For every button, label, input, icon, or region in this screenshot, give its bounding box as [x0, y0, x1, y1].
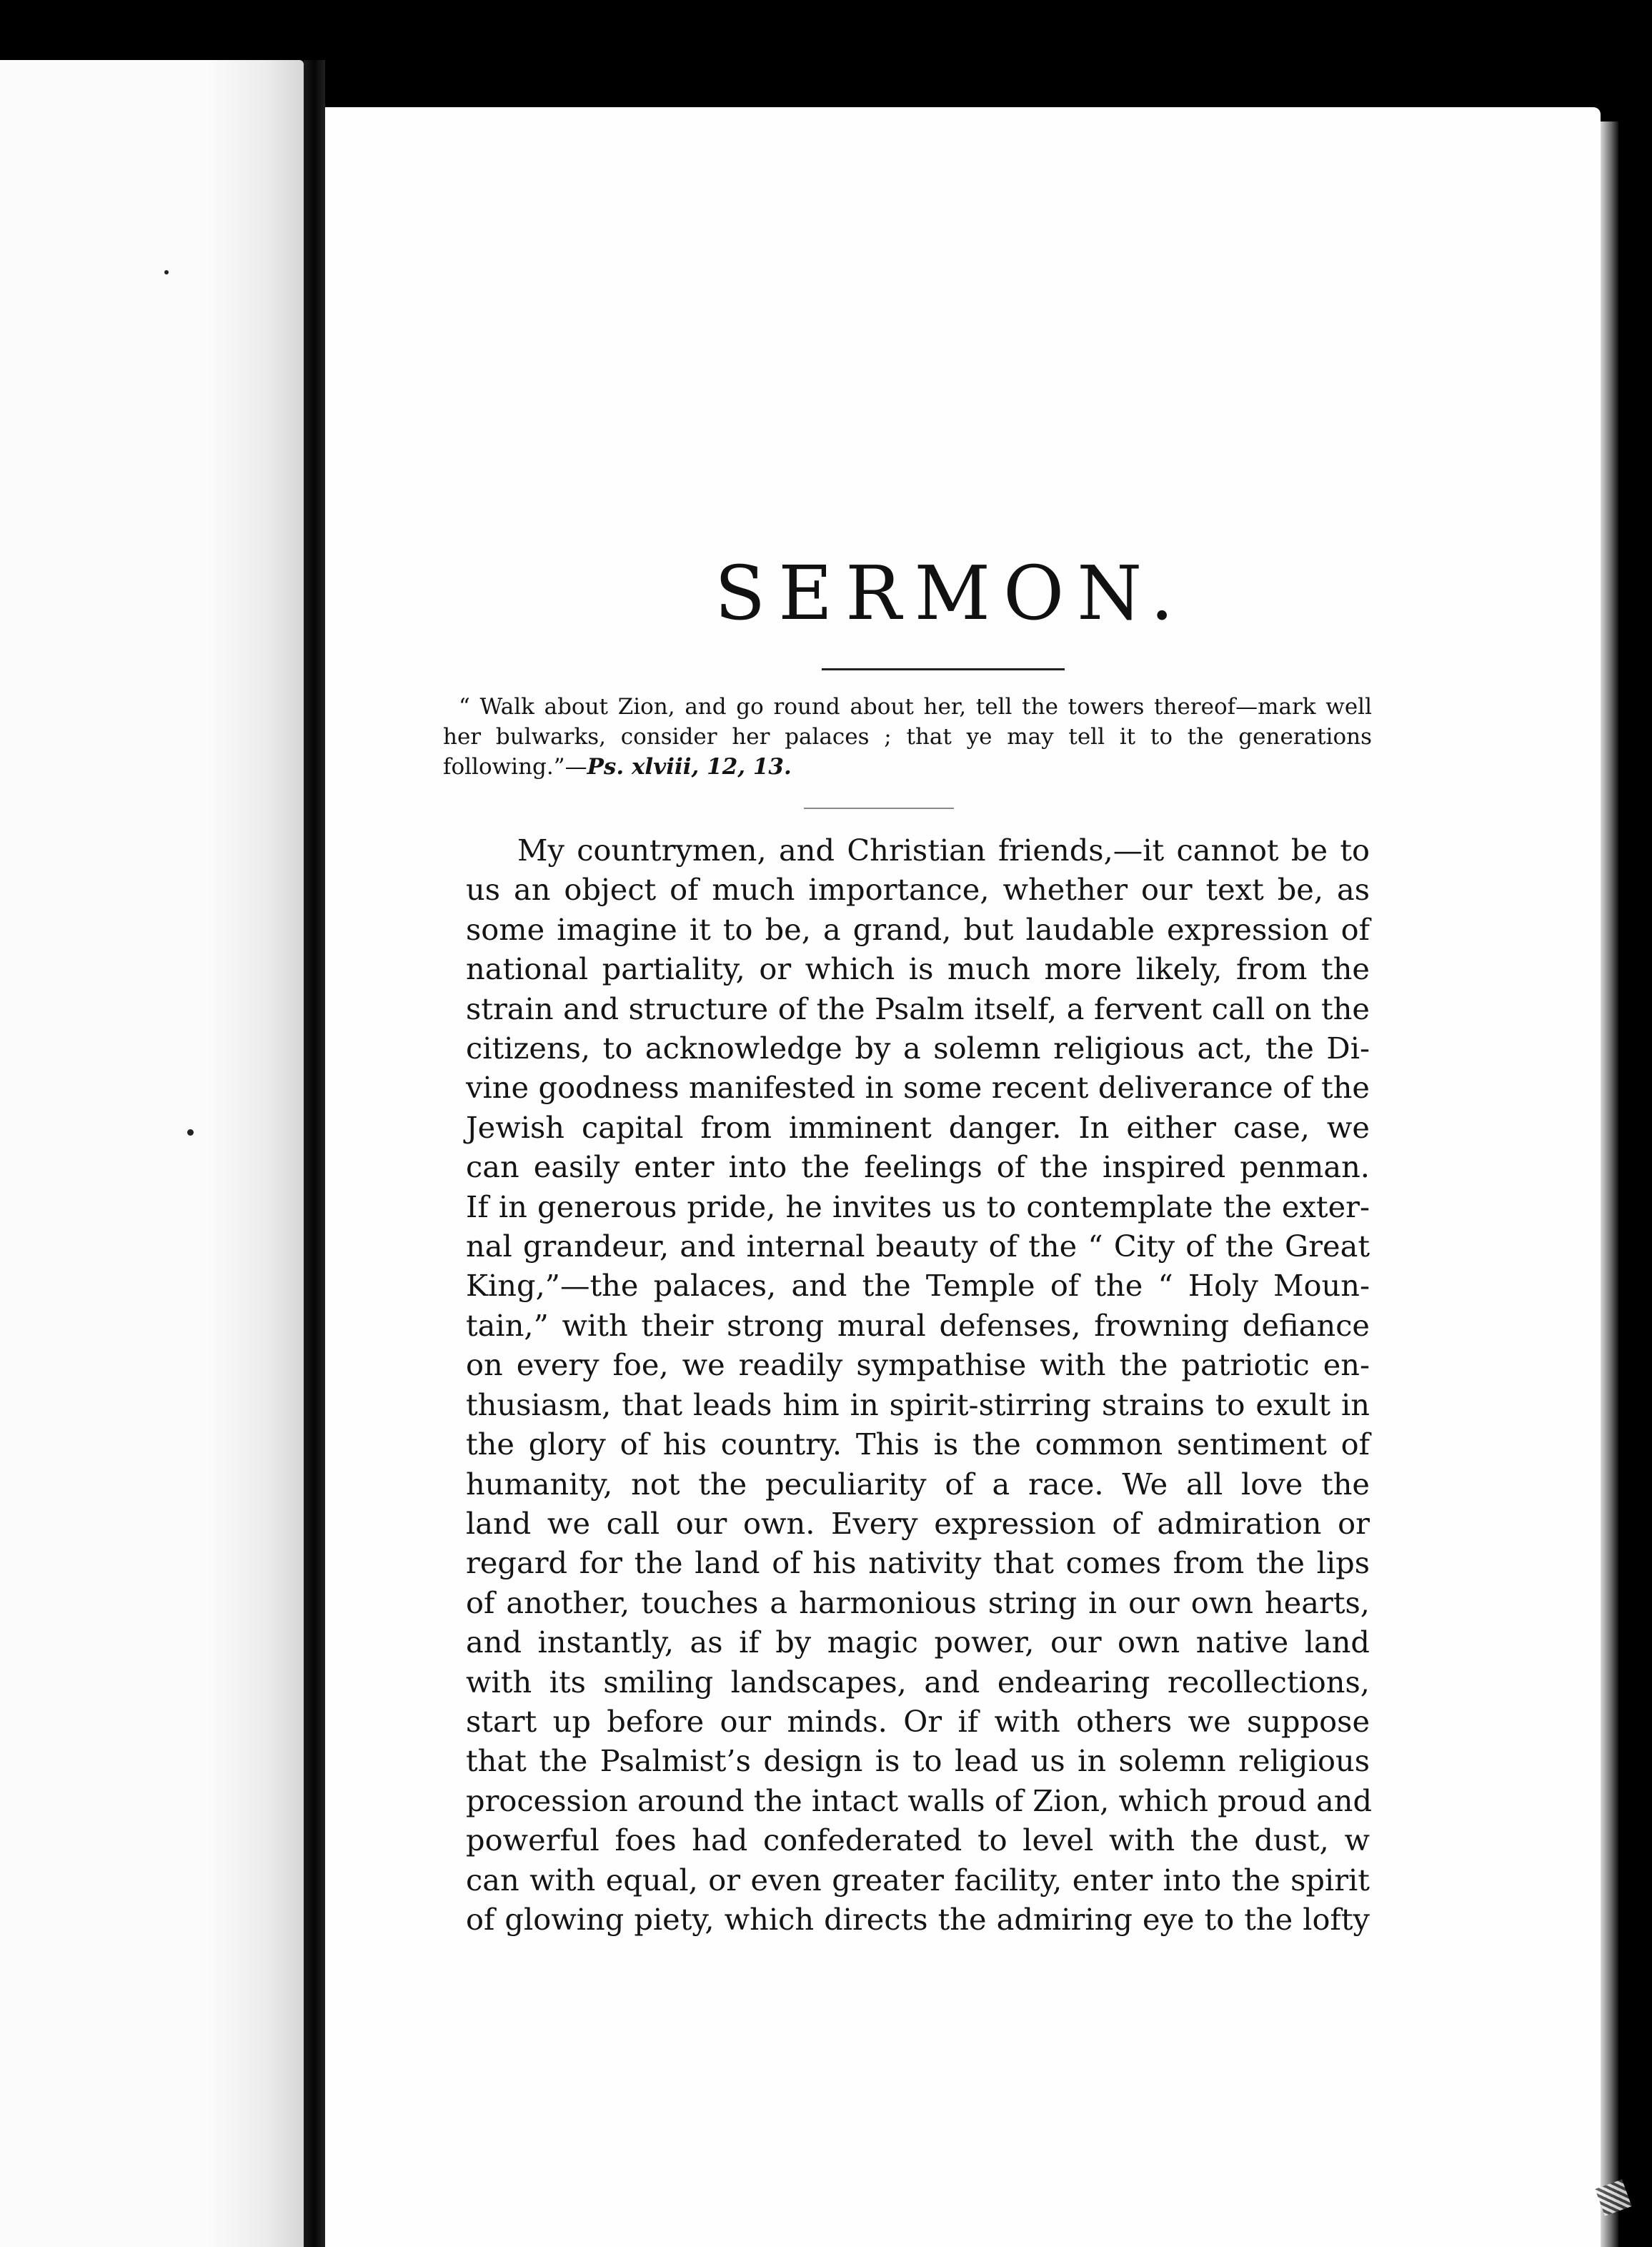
- body-line: King,”—the palaces, and the Temple of the “ Holy Moun-: [466, 1268, 1370, 1304]
- body-line: on every foe, we readily sympathise with the patriotic en-: [466, 1347, 1370, 1383]
- body-line: My countrymen, and Christian friends,—it cannot be to: [517, 833, 1370, 868]
- body-line: nal grandeur, and internal beauty of the “ City of the Great: [466, 1229, 1370, 1264]
- body-line: national partiality, or which is much more likely, from the: [466, 951, 1370, 987]
- body-line: can with equal, or even greater facility, enter into the spirit: [466, 1862, 1370, 1898]
- epigraph-rule: [804, 808, 954, 809]
- epigraph: [443, 692, 1372, 782]
- body-line: vine goodness manifested in some recent deliverance of the: [466, 1070, 1370, 1106]
- body-line: Jewish capital from imminent danger. In either case, we: [466, 1109, 1370, 1145]
- page-title: SERMON.: [715, 550, 1187, 637]
- body-line: powerful foes had confederated to level with the dust, w: [466, 1822, 1370, 1858]
- body-line: of glowing piety, which directs the admiring eye to the lofty: [466, 1901, 1370, 1937]
- page-speck: [164, 270, 169, 274]
- body-line: If in generous pride, he invites us to contemplate the exter-: [466, 1189, 1370, 1224]
- body-line: us an object of much importance, whether our text be, as: [466, 872, 1370, 908]
- body-line: humanity, not the peculiarity of a race. We all love the: [466, 1466, 1370, 1502]
- body-line: regard for the land of his nativity that comes from the lips: [466, 1545, 1370, 1581]
- body-line: start up before our minds. Or if with others we suppose: [466, 1703, 1370, 1739]
- body-line: the glory of his country. This is the common sentiment of: [466, 1427, 1370, 1462]
- epigraph-text: “ Walk about Zion, and go round about her, tell the towers thereof—mark well her bulwarks, consider her palaces ; that ye may tell it to the generations following.”—: [443, 694, 1372, 780]
- title-rule: [822, 668, 1065, 670]
- body-line: that the Psalmist’s design is to lead us in solemn religious: [466, 1743, 1370, 1779]
- body-line: tain,” with their strong mural defenses, frowning defiance: [466, 1307, 1370, 1343]
- body-line: of another, touches a harmonious string in our own hearts,: [466, 1584, 1370, 1620]
- body-line: thusiasm, that leads him in spirit-stirring strains to exult in: [466, 1387, 1370, 1422]
- body-line: citizens, to acknowledge by a solemn religious act, the Di-: [466, 1031, 1370, 1066]
- body-line: and instantly, as if by magic power, our own native land: [466, 1625, 1370, 1660]
- body-line: procession around the intact walls of Zion, which proud and: [466, 1782, 1373, 1818]
- body-line: strain and structure of the Psalm itself, a fervent call on the: [466, 991, 1370, 1026]
- page-edge: [1601, 121, 1618, 2247]
- book-gutter: [304, 60, 325, 2247]
- body-line: land we call our own. Every expression of admiration or: [466, 1505, 1370, 1541]
- gutter-shadow: [207, 60, 304, 2247]
- body-line: some imagine it to be, a grand, but laudable expression of: [466, 911, 1370, 947]
- page-speck: [187, 1129, 194, 1136]
- epigraph-citation: Ps. xlviii, 12, 13.: [587, 754, 792, 780]
- body-line: can easily enter into the feelings of the inspired penman.: [466, 1149, 1370, 1185]
- sermon-body: [466, 830, 1373, 1939]
- body-line: with its smiling landscapes, and endearing recollections,: [466, 1664, 1370, 1700]
